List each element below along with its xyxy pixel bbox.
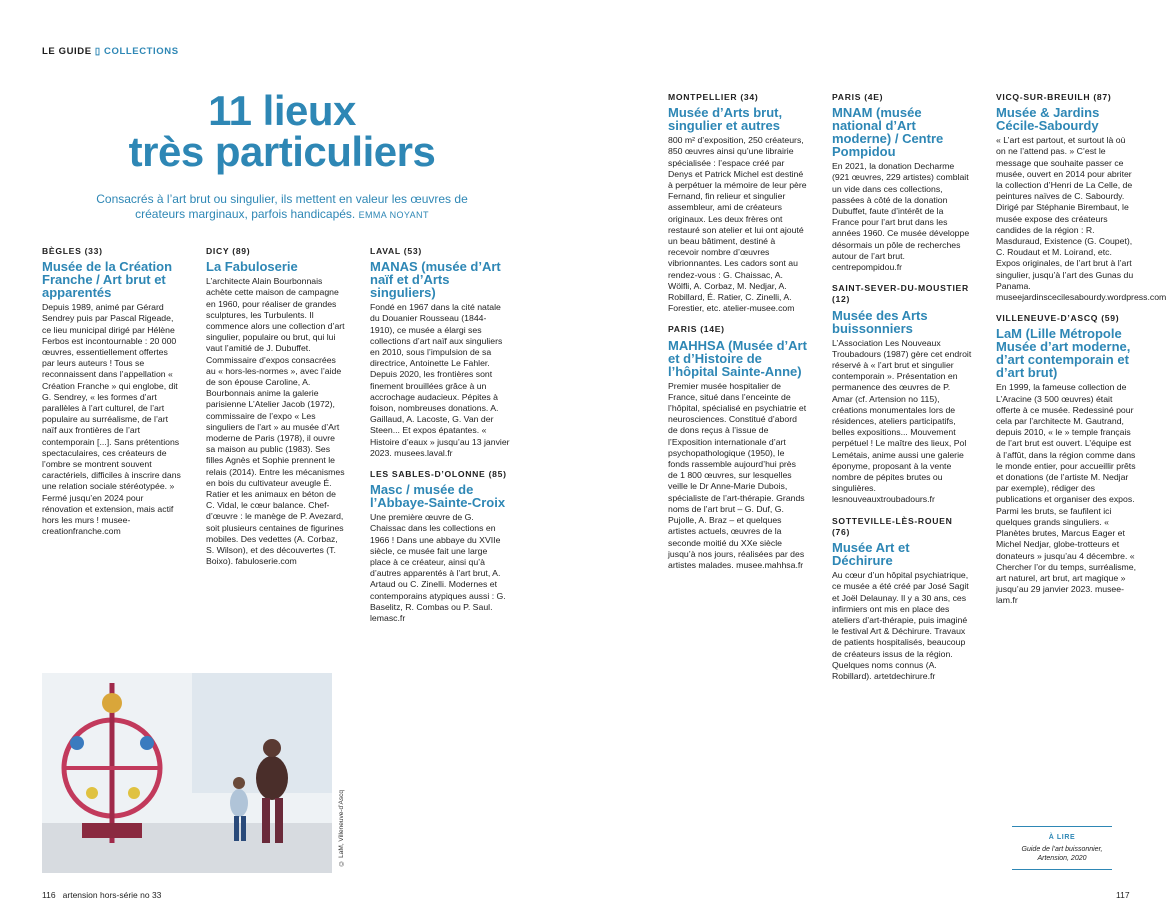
museum-description: En 1999, la fameuse collection de L’Aracine (3 500 œuvres) était offerte à ce musée. Redessiné pour cela par l’architecte M. Gautrand, depuis 2010, « le » temple français de l’art brut est ouvert. L’équipe est à l’affût, dans la région comme dans le monde entier, pour accueillir prêts et donations (de l’artiste M. Nedjar par exemple), rédiger des publications et organiser des expos. Parmi les bruts, se faufilent ici quelques grands singuliers. « Planètes brutes, Marcus Eager et Michel Nedjar, globe-trotteurs et donateurs » jusqu’au 4 décembre. « Chercher l’or du temps, surréalisme, art naturel, art brut, art magique » jusqu’au 29 janvier 2023. musee-lam.fr: [996, 382, 1137, 606]
page-title: [72, 87, 492, 175]
page-number-left: 116: [42, 890, 56, 900]
museum-description: 800 m² d’exposition, 250 créateurs, 850 œuvres ainsi qu’une librairie spécialisée : l’espace créé par Denys et Patrick Michel est destiné à perpétuer la mémoire de leur père Fernand, fin relieur et singulier assembleur, ami de créateurs originaux. Les deux frères ont restauré son atelier et lui ont ajouté un beau bâtiment, destiné à recevoir nombre d’œuvres vibrionnantes. Les cadors sont au rendez-vous : G. Chaissac, A. Wölfli, A. Corbaz, M. Nedjar, A. Robillard, É. Ratier, C. Zinelli, A. Forestier, etc. atelier-musee.com: [668, 135, 807, 314]
header-guide: LE GUIDE: [42, 46, 92, 57]
museum-name: Masc / musée de l’Abbaye-Sainte-Croix: [370, 482, 506, 511]
museum-description: Une première œuvre de G. Chaissac dans les collections en 1966 ! Dans une abbaye du XVIIe siècle, ce musée fait une large place à ce créateur, ainsi qu’à d’autres apparentés à l’art brut, A. Artaud ou C. Zinelli. Modernes et contemporains atypiques aussi : G. Baselitz, R. Combas ou P. Saul. lemasc.fr: [370, 512, 506, 624]
museum-description: L’architecte Alain Bourbonnais achète cette maison de campagne en 1960, pour réaliser de grandes sculptures, les Turbulents. Il commence alors une collection d’art singulier, populaire ou brut, qui lui vaut l’amitié de J. Dubuffet. Commissaire d’expos consacrées au « hors-les-normes », avec l’aide de son épouse Caroline, A. Bourbonnais anime la galerie parisienne L’Atelier Jacob (1972), commissaire de l’expo « Les singuliers de l’art » au musée d’Art moderne de Paris (1978), il ouvre sa maison au public (1983). Ses filles Agnès et Sophie prennent le relais (2014). Entre les mécanismes en bois du cultivateur aveugle É. Ratier et les animaux en béton de C. Vidal, le cœur balance. Chef-d’œuvre : le manège de P. Avezard, soit plusieurs centaines de figurines mobiles. Des vedettes (A. Corbaz, S. Wilson), et des découvertes (T. Boixo). fabuloserie.com: [206, 276, 345, 567]
column-5: [832, 92, 972, 692]
museum-description: L’Association Les Nouveaux Troubadours (1987) gère cet endroit réservé à « l’art brut et singulier contemporain ». Présentation en permanence des œuvres de P. Amar (cf. Artension no 115), créations monumentales lors de résidences, ateliers participatifs, belles expositions... Mouvement perpétuel ! Le maître des lieux, Pol Lemétais, anime aussi une galerie éponyme, proposant à la vente nombre de pépites brutes ou singulières. lesnouveauxtroubadours.fr: [832, 337, 972, 505]
museum-location: LES SABLES-D’OLONNE (85): [370, 469, 507, 480]
column-4: [668, 92, 808, 581]
lead-paragraph: [72, 192, 492, 223]
reading-box-text: Guide de l’art buissonnier, Artension, 2020: [1021, 846, 1103, 862]
museum-description: « L’art est partout, et surtout là où on ne l’attend pas. » C’est le message que souhaite passer ce musée, ouvert en 2014 pour abriter la collection d’Henri de La Celle, de peintures naïves de C. Sabourdy. Dirigé par Stéphanie Birembaut, le musée expose des créateurs candides de la région : R. Masduraud, Existence (G. Coupet), C. Roudaut et M. Loirand, etc. Expos originales, de l’art brut à l’art singulier, jusqu’à l’art des Gunas du Panama. museejardinscecilesabourdy.wordpress.com: [996, 135, 1167, 303]
museum-entry: [832, 283, 972, 505]
footer-left: [42, 890, 161, 900]
museum-name: Musée d’Arts brut, singulier et autres: [668, 105, 783, 134]
museum-location: SOTTEVILLE-LÈS-ROUEN (76): [832, 515, 953, 537]
page-number-right: 117: [1116, 890, 1130, 900]
photo-credit: © LaM, Villeneuve-d’Ascq: [338, 790, 345, 867]
museum-name: LaM (Lille Métropole Musée d’art moderne, d’art contemporain et d’art brut): [996, 326, 1131, 381]
reading-box: [1012, 826, 1112, 870]
museum-name: Musée des Arts buissonniers: [832, 307, 928, 336]
museum-location: SAINT-SEVER-DU-MOUSTIER (12): [832, 283, 969, 305]
museum-entry: [668, 92, 808, 314]
museum-location: MONTPELLIER (34): [668, 92, 759, 102]
museum-description: Premier musée hospitalier de France, situé dans l’enceinte de l’hôpital, spécialisé en psychiatrie et neurosciences. Constitué d’abord de dons reçus à l’issue de l’Exposition internationale d’art psychopathologique (1950), le fonds rassemble aujourd’hui près de 1 800 œuvres, sur lesquelles veille le Dr Anne-Marie Dubois, spécialiste de l’art-thérapie. Grands noms de l’art brut – G. Duf, G. Pujolle, A. Braz – et quelques artistes actuels, œuvres de la seconde moitié du XXe siècle jusqu’à nos jours, réalisées par des artistes malades. musee.mahhsa.fr: [668, 380, 807, 570]
museum-name: MNAM (musée national d’Art moderne) / Centre Pompidou: [832, 105, 944, 160]
running-header: [42, 46, 179, 57]
museum-entry: [996, 92, 1167, 303]
museum-entry: [832, 92, 972, 273]
museum-entry: [668, 324, 808, 571]
museum-name: Musée & Jardins Cécile-Sabourdy: [996, 105, 1100, 134]
museum-entry: [996, 313, 1136, 606]
museum-description: En 2021, la donation Decharme (921 œuvres, 229 artistes) comblait un vide dans ces collections, passées à côté de la donation Dubuffet, faute d’intérêt de la France pour l’art brut dans les années 1960. Ce musée développe désormais un pôle de recherches autour de l’art brut. centrepompidou.fr: [832, 161, 970, 273]
header-separator-icon: ▯: [94, 46, 101, 57]
museum-location: VICQ-SUR-BREUILH (87): [996, 92, 1112, 102]
museum-photo-illustration: [42, 673, 332, 873]
museum-entry: [42, 246, 182, 537]
museum-entry: [370, 469, 510, 624]
column-3: [370, 246, 510, 634]
museum-location: PARIS (14E): [668, 324, 725, 335]
museum-location: LAVAL (53): [370, 246, 422, 256]
magazine-name: artension hors-série no 33: [62, 890, 162, 900]
museum-description: Au cœur d’un hôpital psychiatrique, ce musée a été créé par José Sagit et Joël Delaunay. Il y a 30 ans, ces infirmiers ont mis en place des ateliers d’art-thérapie, puis imaginé le festival Art & Déchirure. Travaux de patients hospitalisés, beaucoup de créateurs issus de la région. Quelques noms connus (A. Robillard). artetdechirure.fr: [832, 570, 969, 681]
museum-name: La Fabuloserie: [206, 259, 298, 275]
title-line-1: 11 lieux: [208, 87, 356, 134]
museum-location: DICY (89): [206, 246, 251, 256]
lead-text: Consacrés à l’art brut ou singulier, ils mettent en valeur les œuvres de créateurs marginaux, parfois handicapés.: [96, 192, 468, 221]
museum-name: Musée de la Création Franche / Art brut et apparentés: [42, 259, 173, 301]
museum-location: PARIS (4E): [832, 92, 884, 102]
museum-description: Depuis 1989, animé par Gérard Sendrey puis par Pascal Rigeade, ce lieu municipal dirigé par Hélène Ferbos est incontournable : 20 000 œuvres, essentiellement offertes par leurs auteurs ! Tous se reconnaissent dans l’appellation « Création Franche » qui englobe, dit G. Sendrey, « les formes d’art parallèles à l’art culturel, de l’art populaire au surréalisme, de l’art naïf aux frontières de l’art contemporain [...]. Sans prétentions spectaculaires, ces créateurs de l’ombre se montrent souvent caractériels, difficiles à inscrire dans une relation sociale stéréotypée. » Fermé jusqu’en 2024 pour rénovation et extension, mais actif hors les murs ! musee-creationfranche.com: [42, 302, 181, 537]
museum-entry: [832, 516, 972, 682]
reading-box-label: À LIRE: [1048, 834, 1076, 841]
lead-author: EMMA NOYANT: [358, 210, 429, 220]
museum-name: MANAS (musée d’Art naïf et d’Arts singuliers): [370, 259, 501, 301]
column-2: [206, 246, 346, 577]
museum-name: MAHHSA (Musée d’Art et d’Histoire de l’hôpital Sainte-Anne): [668, 337, 807, 379]
column-1: [42, 246, 182, 547]
title-line-2: très particuliers: [128, 128, 436, 175]
museum-name: Musée Art et Déchirure: [832, 540, 910, 569]
museum-photo: [42, 673, 332, 873]
header-section: COLLECTIONS: [104, 46, 179, 57]
museum-location: BÈGLES (33): [42, 246, 103, 256]
museum-description: Fondé en 1967 dans la cité natale du Douanier Rousseau (1844-1910), ce musée a élargi ses collections d’art naïf aux singuliers en 2010, sous l’impulsion de sa directrice, Antoinette Le Fahler. Depuis 2020, les frontières sont finement brouillées grâce à un accrochage audacieux. Pépites à foison, nombreuses donations. A. Gaillaud, A. Lacoste, G. Van der Steen... Et expos épatantes. « Histoire d’eaux » jusqu’au 13 janvier 2023. musees.laval.fr: [370, 302, 510, 458]
column-6: [996, 92, 1167, 617]
museum-entry: [370, 246, 510, 459]
museum-location: VILLENEUVE-D’ASCQ (59): [996, 313, 1120, 324]
museum-entry: [206, 246, 346, 567]
